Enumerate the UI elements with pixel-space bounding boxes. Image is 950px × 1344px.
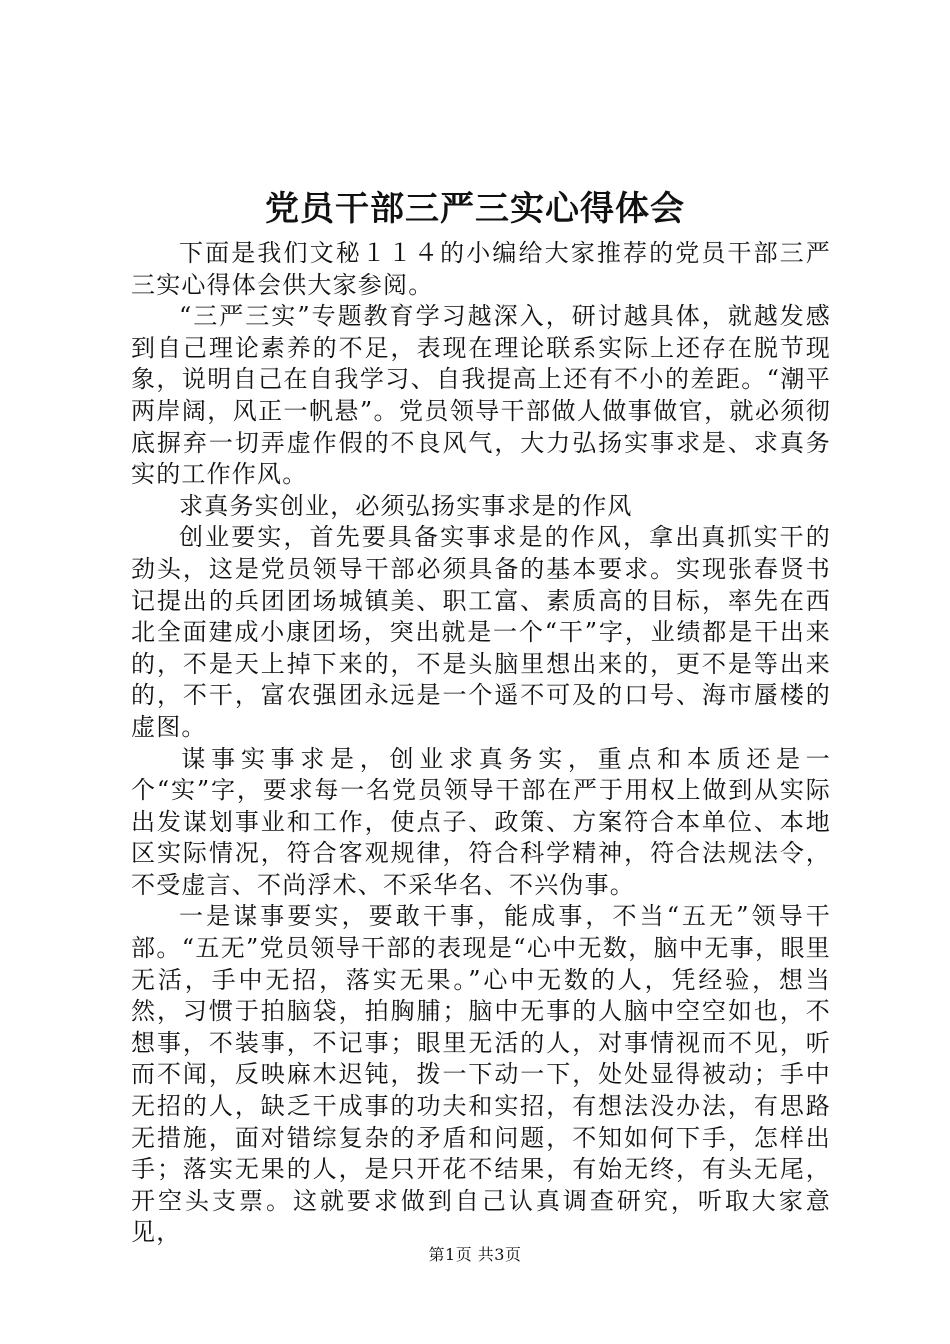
paragraph-point-one: 一是谋事要实，要敢干事，能成事，不当“五无”领导干部。“五无”党员领导干部的表现是“心中无数，脑中无事，眼里无活，手中无招，落实无果。”心中无数的人，凭经验，想当然，习惯于拍脑袋，拍胸脯；脑中无事的人脑中空空如也，不想事，不装事，不记事；眼里无活的人，对事情视而不见，听而不闻，反映麻木迟钝，拨一下动一下，处处显得被动；手中无招的人，缺乏干成事的功夫和实招，有想法没办法，有思路无措施，面对错综复杂的矛盾和问题，不知如何下手，怎样出手；落实无果的人，是只开花不结果，有始无终，有头无尾，开空头支票。这就要求做到自己认真调查研究，听取大家意见， [131,902,831,1247]
paragraph-reflection: “三严三实”专题教育学习越深入，研讨越具体，就越发感到自己理论素养的不足，表现在理论联系实际上还存在脱节现象，说明自己在自我学习、自我提高上还有不小的差距。“潮平两岸阔，风正一帆悬”。党员领导干部做人做事做官，就必须彻底摒弃一切弄虚作假的不良风气，大力弘扬实事求是、求真务实的工作作风。 [131,302,831,489]
document-body [131,238,831,1249]
document-title: 党员干部三严三实心得体会 [265,189,685,229]
paragraph-intro: 下面是我们文秘１１４的小编给大家推荐的党员干部三严三实心得体会供大家参阅。 [131,239,831,299]
section-heading: 求真务实创业，必须弘扬实事求是的作风 [179,491,633,520]
paragraph-entrepreneurship: 创业要实，首先要具备实事求是的作风，拿出真抓实干的劲头，这是党员领导干部必须具备的基本要求。实现张春贤书记提出的兵团团场城镇美、职工富、素质高的目标，率先在西北全面建成小康团场，突出就是一个“干”字，业绩都是干出来的，不是天上掉下来的，不是头脑里想出来的，更不是等出来的，不干，富农强团永远是一个遥不可及的口号、海市蜃楼的虚图。 [131,523,831,741]
paragraph-seek-truth: 谋事实事求是，创业求真务实，重点和本质还是一个“实”字，要求每一名党员领导干部在严于用权上做到从实际出发谋划事业和工作，使点子、政策、方案符合本单位、本地区实际情况，符合客观规律，符合科学精神，符合法规法令，不受虚言、不尚浮术、不采华名、不兴伪事。 [131,744,831,899]
page-footer: 第1页 共3页 [428,1245,522,1264]
